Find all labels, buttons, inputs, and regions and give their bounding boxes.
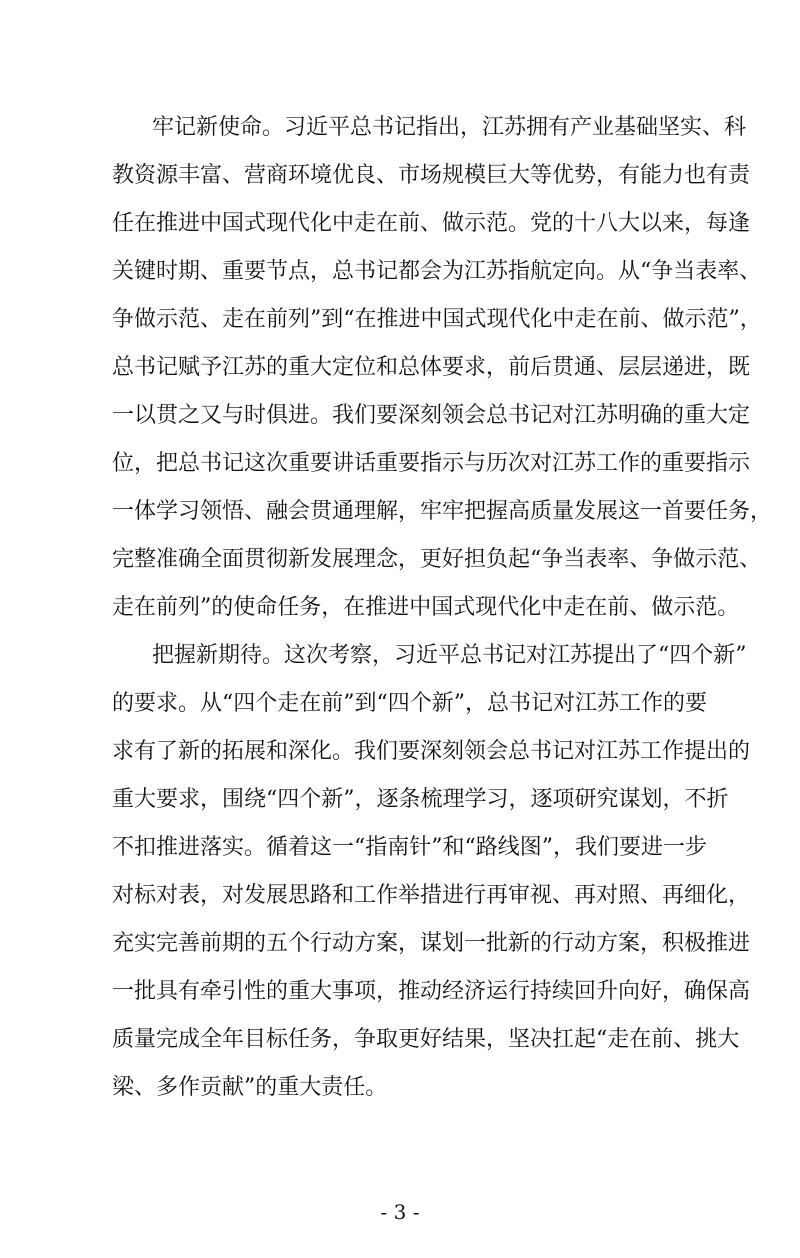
paragraph-line: 牢记新使命。习近平总书记指出，江苏拥有产业基础坚实、科 bbox=[152, 115, 747, 140]
paragraph-line: 位，把总书记这次重要讲话重要指示与历次对江苏工作的重要指示 bbox=[112, 451, 751, 476]
paragraph-line: 总书记赋予江苏的重大定位和总体要求，前后贯通、层层递进，既 bbox=[112, 355, 751, 380]
paragraph-line: 教资源丰富、营商环境优良、市场规模巨大等优势，有能力也有责 bbox=[112, 163, 751, 188]
paragraph-line: 关键时期、重要节点，总书记都会为江苏指航定向。从“争当表率、 bbox=[112, 259, 762, 284]
paragraph-line: 充实完善前期的五个行动方案，谋划一批新的行动方案，积极推进 bbox=[112, 931, 751, 956]
paragraph-line: 一批具有牵引性的重大事项，推动经济运行持续回升向好，确保高 bbox=[112, 979, 751, 1004]
paragraph-line: 求有了新的拓展和深化。我们要深刻领会总书记对江苏工作提出的 bbox=[112, 739, 751, 764]
paragraph-line: 任在推进中国式现代化中走在前、做示范。党的十八大以来，每逢 bbox=[112, 211, 751, 236]
paragraph-line: 梁、多作贡献”的重大责任。 bbox=[112, 1075, 388, 1100]
body-text bbox=[112, 104, 773, 1112]
paragraph-2 bbox=[112, 632, 751, 1112]
paragraph-line: 完整准确全面贯彻新发展理念，更好担负起“争当表率、争做示范、 bbox=[112, 547, 762, 572]
paragraph-line: 争做示范、走在前列”到“在推进中国式现代化中走在前、做示范”， bbox=[112, 307, 762, 332]
paragraph-line: 把握新期待。这次考察，习近平总书记对江苏提出了“四个新” bbox=[152, 643, 747, 668]
paragraph-line: 质量完成全年目标任务，争取更好结果，坚决扛起“走在前、挑大 bbox=[112, 1027, 740, 1052]
paragraph-line: 对标对表，对发展思路和工作举措进行再审视、再对照、再细化， bbox=[112, 883, 751, 908]
paragraph-line: 的要求。从“四个走在前”到“四个新”，总书记对江苏工作的要 bbox=[112, 691, 707, 716]
paragraph-line: 不扣推进落实。循着这一“指南针”和“路线图”，我们要进一步 bbox=[112, 835, 707, 860]
paragraph-line: 重大要求，围绕“四个新”，逐条梳理学习，逐项研究谋划，不折 bbox=[112, 787, 729, 812]
paragraph-line: 一体学习领悟、融会贯通理解，牢牢把握高质量发展这一首要任务， bbox=[112, 499, 773, 524]
page-number: - 3 - bbox=[380, 1200, 420, 1224]
paragraph-line: 走在前列”的使命任务，在推进中国式现代化中走在前、做示范。 bbox=[112, 595, 740, 620]
paragraph-line: 一以贯之又与时俱进。我们要深刻领会总书记对江苏明确的重大定 bbox=[112, 403, 751, 428]
paragraph-1 bbox=[112, 104, 773, 632]
